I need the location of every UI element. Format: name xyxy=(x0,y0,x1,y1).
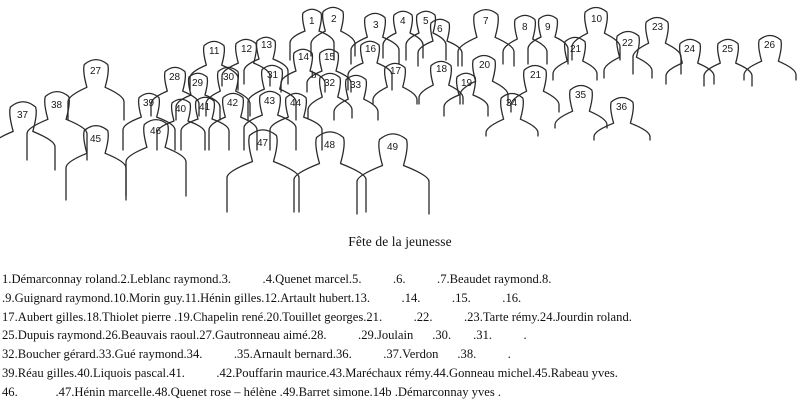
person-number-label: 47 xyxy=(257,138,269,149)
person-number-label: 42 xyxy=(227,98,239,109)
person-number-label: 37 xyxy=(17,110,29,121)
person-number-label: 27 xyxy=(90,66,102,77)
person-number-label: 44 xyxy=(290,98,302,109)
person-number-label: 32 xyxy=(324,78,336,89)
person-number-label: 38 xyxy=(51,100,63,111)
legend-line: 1.Démarconnay roland.2.Leblanc raymond.3. .4.Quenet marcel.5. .6. .7.Beaudet raymond.8. xyxy=(2,272,552,286)
person-number-label: 10 xyxy=(591,14,603,25)
person-number-label: 45 xyxy=(90,134,102,145)
person-number-label: 30 xyxy=(223,72,235,83)
person-number-label: 43 xyxy=(264,96,276,107)
person-number-label: 48 xyxy=(324,140,336,151)
person-number-label: 3 xyxy=(373,20,379,31)
names-legend xyxy=(2,270,798,402)
person-number-label: 13 xyxy=(261,40,273,51)
person-number-label: 29 xyxy=(192,78,204,89)
person-number-label: 14 xyxy=(298,52,310,63)
person-number-label: 25 xyxy=(722,44,734,55)
person-number-label: 11 xyxy=(209,46,220,57)
person-number-label: 26 xyxy=(764,40,776,51)
person-number-label: 28 xyxy=(169,72,181,83)
legend-line: 46. .47.Hénin marcelle.48.Quenet rose – hélène .49.Barret simone.14b .Démarconnay yves . xyxy=(2,384,502,399)
person-number-label: 31 xyxy=(267,70,279,81)
person-number-label: 1 xyxy=(309,16,315,27)
person-number-label: 39 xyxy=(143,98,155,109)
person-number-label: 16 xyxy=(365,44,377,55)
person-number-label: 34 xyxy=(506,98,518,109)
person-number-label: 24 xyxy=(684,44,696,55)
person-number-label: 12 xyxy=(241,44,253,55)
person-number-label: 40 xyxy=(175,104,187,115)
person-number-label: 17 xyxy=(390,66,402,77)
person-number-label: 36 xyxy=(616,102,628,113)
person-number-label: 46 xyxy=(150,126,162,137)
legend-line: 39.Réau gilles.40.Liquois pascal.41. .42.Pouffarin maurice.43.Maréchaux rémy.44.Gonneau michel.45.Rabeau yves. xyxy=(2,365,618,380)
person-number-label: 21 xyxy=(570,44,582,55)
person-number-label: 7 xyxy=(483,16,489,27)
legend-line: 25.Dupuis raymond.26.Beauvais raoul.27.Gautronneau aimé.28. .29.Joulain .30. .31. . xyxy=(2,328,527,343)
legend-line: .9.Guignard raymond.10.Morin guy.11.Hénin gilles.12.Artault hubert.13. .14. .15. .16. xyxy=(2,290,522,305)
person-number-label: 4 xyxy=(400,16,406,27)
person-number-label: 22 xyxy=(622,38,634,49)
person-number-label: 49 xyxy=(387,142,399,153)
person-number-label: 2 xyxy=(331,14,337,25)
person-number-label: 41 xyxy=(199,102,211,113)
person-number-label: 15 xyxy=(324,52,336,63)
person-number-label: 18 xyxy=(436,64,448,75)
person-number-label: 21 xyxy=(530,70,542,81)
person-number-label: 9 xyxy=(545,22,551,33)
person-number-label: 5 xyxy=(423,16,429,27)
person-number-label: 6 xyxy=(437,24,443,35)
person-number-label: 33 xyxy=(350,80,362,91)
person-number-label: 20 xyxy=(479,60,491,71)
person-number-label: 23 xyxy=(652,22,664,33)
caption-title: Fête de la jeunesse xyxy=(348,234,452,249)
person-number-label: 19 xyxy=(461,78,473,89)
legend-line: 17.Aubert gilles.18.Thiolet pierre .19.Chapelin rené.20.Touillet georges.21. .22. .23.Tarte rémy.24.Jourdin roland. xyxy=(2,309,632,324)
person-number-label: 35 xyxy=(575,90,587,101)
person-number-label: 8 xyxy=(522,22,528,33)
person-suffix-label: b xyxy=(311,70,317,81)
legend-line: 32.Boucher gérard.33.Gué raymond.34. .35.Arnault bernard.36. .37.Verdon .38. . xyxy=(2,347,511,362)
